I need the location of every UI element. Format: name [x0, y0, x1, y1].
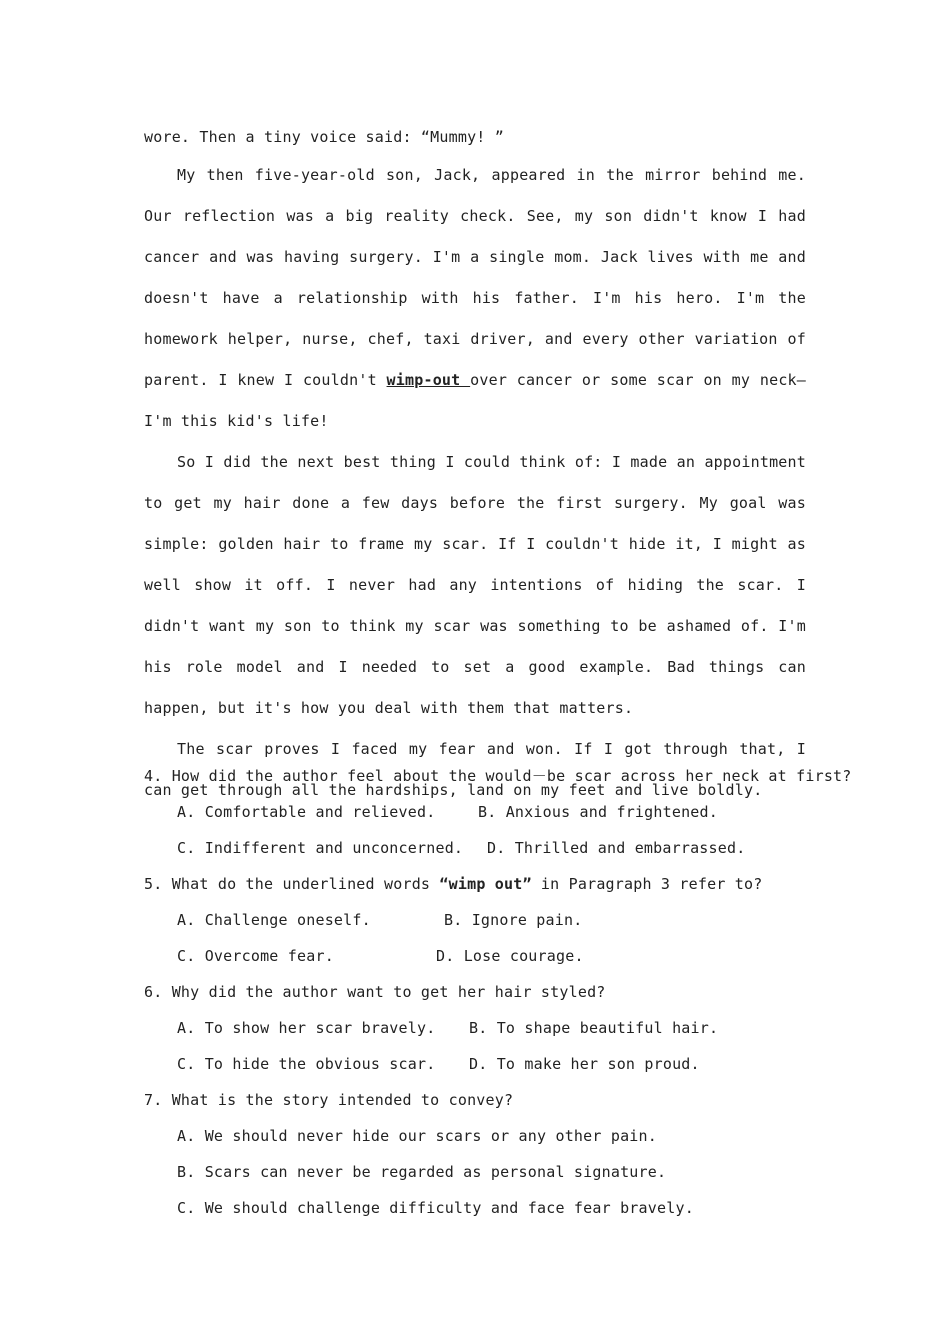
option-a: A. Challenge oneself.: [177, 911, 371, 929]
option-row: [144, 794, 824, 830]
quoted-phrase: “wimp out”: [439, 875, 532, 893]
stem-text: in Paragraph 3 refer to?: [531, 875, 763, 893]
option-d: D. To make her son proud.: [469, 1055, 700, 1073]
paragraph-continuation: wore. Then a tiny voice said: “Mummy! ”: [144, 128, 504, 146]
stem-text: 5. What do the underlined words: [144, 875, 440, 893]
option-d: D. Thrilled and embarrassed.: [487, 839, 746, 857]
paragraph-text: My then five-year-old son, Jack, appeared in the mirror behind me. Our reflection was a big reality check. See, my son didn't know I had cancer and was having surgery. I'm a single mom. Jack lives with me and doesn't have a relationship with his father. I'm his hero. I'm the homework helper, nurse, chef, taxi driver, and every other variation of parent. I knew I couldn't: [144, 166, 806, 389]
paragraph: The scar proves I faced my fear and won. If I got through that, I can get through all the hardships, land on my feet and live boldly.: [144, 740, 806, 799]
option-b: B. Anxious and frightened.: [478, 803, 718, 821]
option-a: A. To show her scar bravely.: [177, 1019, 436, 1037]
option-c: C. Indifferent and unconcerned.: [177, 839, 464, 857]
option-b: B. Ignore pain.: [444, 911, 583, 929]
question-stem: 7. What is the story intended to convey?: [144, 1091, 514, 1109]
option-row: [144, 938, 824, 974]
underlined-phrase: wimp-out: [386, 371, 471, 389]
option-c: C. Overcome fear.: [177, 947, 334, 965]
option-row: [144, 1118, 824, 1154]
option-a: A. We should never hide our scars or any other pain.: [177, 1127, 657, 1145]
question-list: [144, 758, 852, 1226]
paragraph-text: over cancer or some scar on my neck—I'm this kid's life!: [144, 371, 807, 430]
paragraph: [144, 155, 806, 442]
option-c: C. To hide the obvious scar.: [177, 1055, 436, 1073]
reading-passage: [144, 119, 806, 811]
paragraph: So I did the next best thing I could think of: I made an appointment to get my hair done a few days before the first surgery. My goal was simple: golden hair to frame my scar. If I couldn't hide it, I might as well show it off. I never had any intentions of hiding the scar. I didn't want my son to think my scar was something to be ashamed of. I'm his role model and I needed to set a good example. Bad things can happen, but it's how you deal with them that matters.: [144, 453, 806, 717]
option-row: [144, 830, 824, 866]
question-stem: 6. Why did the author want to get her hair styled?: [144, 983, 606, 1001]
question-stem: [144, 866, 824, 902]
option-row: [144, 1154, 824, 1190]
option-d: D. Lose courage.: [436, 947, 584, 965]
question-stem: 4. How did the author feel about the would－be scar across her neck at first?: [144, 767, 852, 785]
option-row: [144, 1190, 824, 1226]
option-row: [144, 902, 824, 938]
option-c: C. We should challenge difficulty and face fear bravely.: [177, 1199, 694, 1217]
option-row: [144, 1010, 824, 1046]
option-b: B. Scars can never be regarded as personal signature.: [177, 1163, 667, 1181]
option-b: B. To shape beautiful hair.: [469, 1019, 719, 1037]
option-row: [144, 1046, 824, 1082]
option-a: A. Comfortable and relieved.: [177, 803, 436, 821]
